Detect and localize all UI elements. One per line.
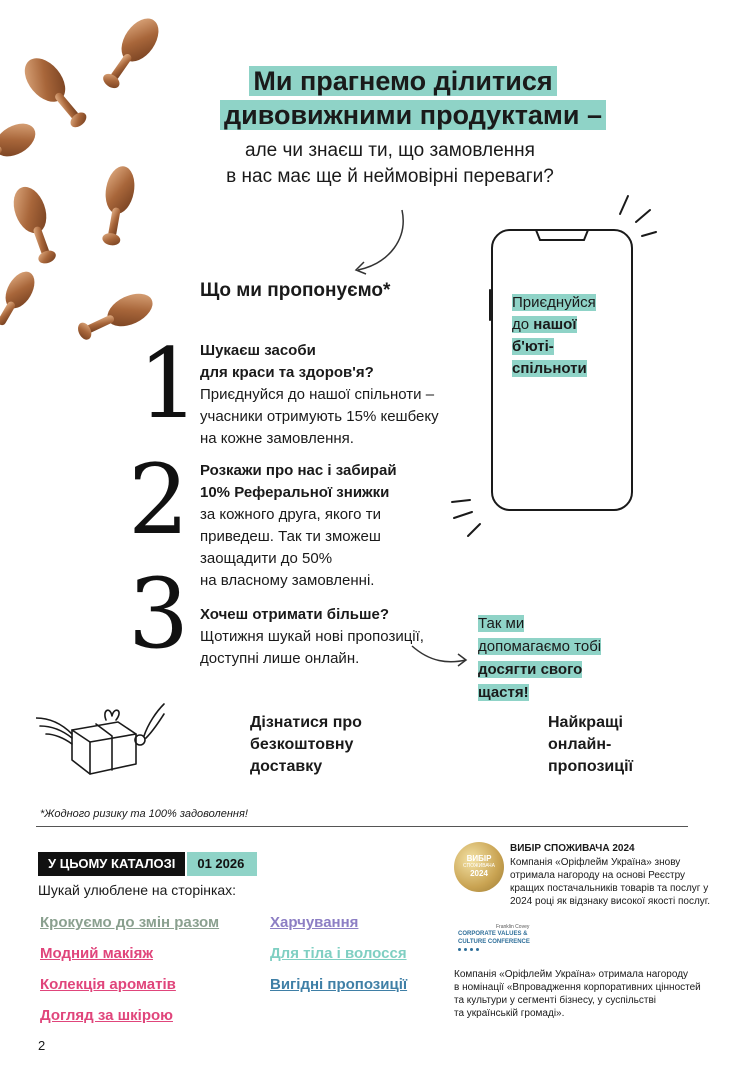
footnote: *Жодного ризику та 100% задоволення!: [40, 808, 248, 820]
corporate-logo-line1: CORPORATE VALUES &: [458, 931, 528, 937]
delivery-line1: Дізнатися про: [250, 714, 362, 731]
step-2-body4: на власному замовленні.: [200, 572, 375, 589]
headline-sub-2: в нас має ще й неймовірні переваги?: [226, 166, 554, 187]
headline-line1: Ми прагнемо ділитися: [0, 64, 746, 98]
corporate-logo-small: Franklin Covey: [496, 924, 530, 930]
step-3-number: 3: [128, 558, 190, 670]
step-2: [200, 460, 470, 592]
headline-line2: дивовижними продуктами –: [0, 98, 746, 132]
award-badge: [454, 842, 504, 892]
callout-line1: Так ми: [478, 615, 525, 632]
badge-line1: ВИБІР: [466, 854, 492, 863]
link-makeup[interactable]: Модний макіяж: [40, 945, 153, 962]
callout-line4: щастя!: [478, 684, 529, 701]
curved-arrow-icon: [350, 208, 410, 278]
online-line2: онлайн-: [548, 736, 612, 753]
link-offers[interactable]: Вигідні пропозиції: [270, 976, 408, 993]
phone-text-line1: Приєднуйся: [512, 294, 596, 311]
callout-arrow-icon: [410, 640, 470, 670]
link-changes[interactable]: Крокуємо до змін разом: [40, 914, 220, 931]
delivery-text: [250, 712, 362, 778]
callout: [478, 612, 601, 704]
badge-line2: СПОЖИВАЧА: [463, 863, 495, 869]
callout-line3: досягти свого: [478, 661, 583, 678]
corporate-text-2: в номінації «Впровадження корпоративних цінностей: [454, 982, 701, 993]
catalog-links-right: [270, 914, 407, 1007]
link-fragrance[interactable]: Колекція ароматів: [40, 976, 176, 993]
phone-text-line2a: до: [512, 316, 534, 333]
phone-text-line4: спільноти: [512, 360, 587, 377]
corporate-logo: [458, 924, 530, 951]
catalog-links-left: [40, 914, 219, 1038]
callout-line2: допомагаємо тобі: [478, 638, 602, 655]
catalog-issue: 01 2026: [187, 852, 257, 876]
corporate-text-1: Компанія «Оріфлейм Україна» отримала нагороду: [454, 969, 689, 980]
phone-text-line2b: нашої: [533, 316, 577, 333]
offer-title: Що ми пропонуємо*: [200, 280, 391, 301]
link-nutrition[interactable]: Харчування: [270, 914, 359, 931]
step-3-body1: Щотижня шукай нові пропозиції,: [200, 628, 424, 645]
page-number: 2: [38, 1038, 46, 1053]
step-1-title1: Шукаєш засоби: [200, 342, 316, 359]
online-text: [548, 712, 633, 778]
corporate-text: [454, 968, 724, 1020]
link-body-hair[interactable]: Для тіла і волосся: [270, 945, 407, 962]
catalog-label: У ЦЬОМУ КАТАЛОЗІ: [38, 852, 185, 876]
award-text-4: 2024 році як відзнаку високої якості послуг.: [510, 896, 710, 907]
online-line3: пропозиції: [548, 758, 634, 775]
step-3-title1: Хочеш отримати більше?: [200, 606, 390, 623]
delivery-line2: безкоштовну: [250, 736, 354, 753]
step-3-body2: доступні лише онлайн.: [200, 650, 360, 667]
flying-gift-box-icon: [36, 700, 166, 780]
divider: [36, 826, 688, 827]
online-line1: Найкращі: [548, 714, 623, 731]
step-2-number: 2: [128, 444, 190, 556]
corporate-dots: [458, 948, 530, 951]
phone-text: [512, 292, 596, 380]
award-title: ВИБІР СПОЖИВАЧА 2024: [510, 843, 635, 854]
corporate-text-4: та українській громаді».: [454, 1008, 565, 1019]
step-2-title1: Розкажи про нас і забирай: [200, 462, 397, 479]
award-text-1: Компанія «Оріфлейм Україна» знову: [510, 857, 681, 868]
headline-sub-1: але чи знаєш ти, що замовлення: [245, 140, 535, 161]
link-skincare[interactable]: Догляд за шкірою: [40, 1007, 173, 1024]
step-2-body2: приведеш. Так ти зможеш: [200, 528, 381, 545]
capsules-decoration: [0, 0, 210, 360]
award-text-2: отримала нагороду на основі Реєстру: [510, 870, 686, 881]
catalog-header: [38, 852, 257, 876]
phone-text-line3: б'юті-: [512, 338, 554, 355]
step-2-body1: за кожного друга, якого ти: [200, 506, 381, 523]
badge-year: 2024: [470, 869, 488, 878]
catalog-prompt: Шукай улюблене на сторінках:: [38, 882, 237, 898]
step-2-body3: заощадити до 50%: [200, 550, 333, 567]
step-2-title2: 10% Реферальної знижки: [200, 484, 390, 501]
step-1: [200, 340, 470, 450]
step-1-body2: учасники отримують 15% кешбеку: [200, 408, 439, 425]
delivery-line3: доставку: [250, 758, 323, 775]
award-text-3: кращих постачальників товарів та послуг у: [510, 883, 709, 894]
corporate-logo-line2: CULTURE CONFERENCE: [458, 939, 530, 945]
award-text: [510, 842, 730, 908]
step-1-body1: Приєднуйся до нашої спільноти –: [200, 386, 435, 403]
step-1-number: 1: [138, 328, 200, 440]
corporate-text-3: та культури у сегменті бізнесу, у суспільстві: [454, 995, 657, 1006]
step-1-title2: для краси та здоров'я?: [200, 364, 374, 381]
step-1-body3: на кожне замовлення.: [200, 430, 354, 447]
